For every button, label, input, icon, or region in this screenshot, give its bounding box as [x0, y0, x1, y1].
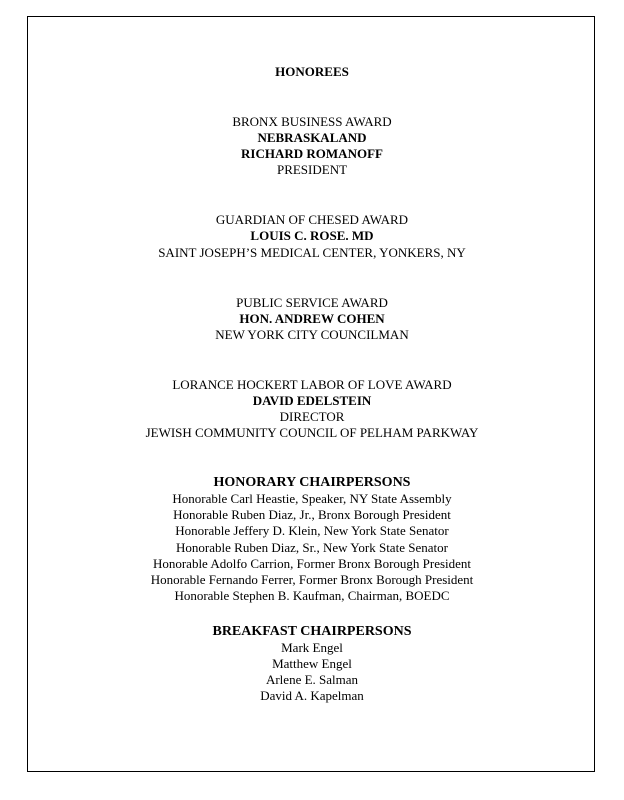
- honorary-member: Honorable Ruben Diaz, Jr., Bronx Borough President: [173, 507, 451, 522]
- award-recipient: HON. ANDREW COHEN: [239, 311, 385, 326]
- honorary-member: Honorable Carl Heastie, Speaker, NY State Assembly: [172, 491, 452, 506]
- award-recipient: LOUIS C. ROSE. MD: [250, 228, 374, 243]
- honorary-member: Honorable Adolfo Carrion, Former Bronx Borough President: [152, 556, 472, 571]
- breakfast-heading: BREAKFAST CHAIRPERSONS: [212, 624, 412, 639]
- award-recipient: DAVID EDELSTEIN: [252, 393, 372, 408]
- award-detail: DIRECTOR: [279, 409, 345, 424]
- page-title: HONOREES: [275, 64, 349, 79]
- award-title: PUBLIC SERVICE AWARD: [236, 295, 388, 310]
- award-recipient: NEBRASKALAND: [257, 130, 367, 145]
- honorary-member: Honorable Jeffery D. Klein, New York State Senator: [175, 523, 449, 538]
- award-title: LORANCE HOCKERT LABOR OF LOVE AWARD: [172, 377, 452, 392]
- award-detail: JEWISH COMMUNITY COUNCIL OF PELHAM PARKWAY: [145, 425, 479, 440]
- breakfast-member: Mark Engel: [281, 640, 343, 655]
- honorary-member: Honorable Fernando Ferrer, Former Bronx Borough President: [150, 572, 474, 587]
- breakfast-member: Arlene E. Salman: [265, 672, 359, 687]
- award-detail: PRESIDENT: [276, 162, 348, 177]
- honorary-member: Honorable Stephen B. Kaufman, Chairman, BOEDC: [174, 588, 450, 603]
- award-detail: NEW YORK CITY COUNCILMAN: [215, 327, 409, 342]
- award-recipient: RICHARD ROMANOFF: [241, 146, 383, 161]
- award-detail: SAINT JOSEPH’S MEDICAL CENTER, YONKERS, NY: [158, 245, 466, 260]
- award-title: BRONX BUSINESS AWARD: [232, 114, 392, 129]
- award-title: GUARDIAN OF CHESED AWARD: [215, 212, 409, 227]
- breakfast-member: Matthew Engel: [272, 656, 352, 671]
- breakfast-member: David A. Kapelman: [260, 688, 364, 703]
- honorary-member: Honorable Ruben Diaz, Sr., New York State Senator: [176, 540, 448, 555]
- honorary-heading: HONORARY CHAIRPERSONS: [213, 475, 411, 490]
